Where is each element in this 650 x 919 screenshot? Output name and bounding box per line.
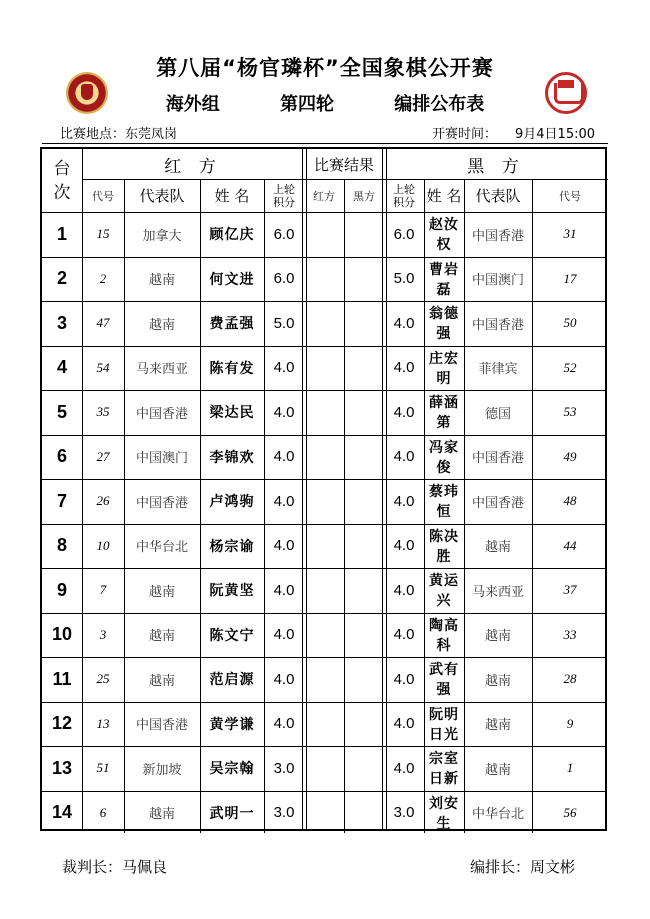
board-number: 8 [56, 535, 67, 556]
board-number: 14 [51, 802, 73, 823]
red-result-cell [304, 702, 344, 747]
black-player-name: 翁德强 [429, 306, 459, 343]
black-prev-score: 5.0 [393, 270, 415, 288]
chief-organizer: 编排长：周文彬 [470, 858, 576, 876]
black-team: 马来西亚 [471, 584, 524, 600]
red-team: 越南 [148, 273, 175, 289]
black-player-name: 武有强 [429, 662, 459, 699]
red-player-no: 7 [99, 582, 107, 598]
black-team: 越南 [484, 629, 511, 645]
red-player-no: 6 [99, 804, 107, 820]
red-prev-score: 4.0 [273, 537, 295, 555]
red-player-no: 25 [96, 671, 110, 687]
column-divider [532, 179, 533, 833]
red-side-header: 红 方 [164, 156, 222, 177]
column-divider [124, 179, 125, 833]
black-player-no: 44 [563, 537, 577, 553]
red-player-name: 李锦欢 [209, 449, 255, 466]
time-label: 开赛时间： [432, 127, 498, 142]
red-player-name: 梁达民 [209, 405, 255, 422]
black-prev-score: 4.0 [393, 581, 415, 599]
black-player-no: 28 [563, 671, 577, 687]
red-prev-score: 4.0 [273, 448, 295, 466]
red-player-no: 3 [99, 626, 107, 642]
board-number: 11 [52, 668, 72, 689]
red-result-cell [304, 301, 344, 346]
row-divider [42, 479, 605, 480]
row-divider [42, 568, 605, 569]
red-player-no: 15 [96, 226, 110, 242]
black-no-header: 代号 [559, 189, 581, 203]
row-divider [42, 702, 605, 703]
chief-arbiter: 裁判长：马佩良 [62, 858, 168, 876]
red-team: 中国香港 [135, 495, 188, 511]
black-player-no: 1 [566, 760, 574, 776]
red-result-cell [304, 212, 344, 257]
red-player-name: 陈有发 [209, 360, 255, 377]
black-player-name: 陶高科 [429, 617, 459, 654]
red-result-cell [304, 568, 344, 613]
red-team: 中国香港 [135, 406, 188, 422]
black-player-name: 曹岩磊 [429, 261, 459, 298]
red-prev-score: 4.0 [273, 670, 295, 688]
red-result-cell [304, 613, 344, 658]
group-label: 海外组 [165, 94, 220, 115]
black-player-no: 9 [566, 715, 574, 731]
black-result-cell [344, 346, 384, 391]
red-team: 中华台北 [135, 540, 188, 556]
red-player-no: 10 [96, 537, 110, 553]
board-number: 4 [56, 357, 67, 378]
black-prev-score: 4.0 [393, 359, 415, 377]
red-no-header: 代号 [92, 189, 114, 203]
red-result-cell [304, 479, 344, 524]
black-name-header: 姓 名 [426, 187, 462, 205]
board-number: 9 [56, 579, 67, 600]
black-prev-score: 6.0 [393, 225, 415, 243]
black-result-cell [344, 746, 384, 791]
black-player-no: 17 [563, 270, 577, 286]
red-prev-score: 6.0 [273, 225, 295, 243]
divider [42, 143, 608, 144]
board-number: 3 [56, 312, 67, 333]
red-team: 越南 [148, 673, 175, 689]
red-prev-score: 6.0 [273, 270, 295, 288]
red-prev-score: 4.0 [273, 403, 295, 421]
black-result-cell [344, 568, 384, 613]
red-result-cell [304, 435, 344, 480]
red-prev-score: 4.0 [273, 715, 295, 733]
black-team: 中华台北 [471, 807, 524, 823]
board-number: 2 [56, 268, 67, 289]
red-team: 越南 [148, 807, 175, 823]
red-prev-score-header: 上轮 积分 [273, 182, 295, 209]
red-prev-score: 3.0 [273, 759, 295, 777]
row-divider [42, 657, 605, 658]
red-player-name: 范启源 [209, 672, 255, 689]
red-player-no: 27 [96, 448, 110, 464]
red-player-name: 杨宗谕 [209, 538, 255, 555]
black-player-name: 冯家俊 [429, 439, 459, 476]
black-prev-score: 3.0 [393, 804, 415, 822]
black-team: 中国香港 [471, 317, 524, 333]
red-player-name: 卢鸿驹 [209, 494, 255, 511]
red-player-name: 武明一 [209, 805, 255, 822]
red-result-cell [304, 346, 344, 391]
black-player-no: 37 [563, 582, 577, 598]
board-number: 12 [51, 713, 73, 734]
board-number: 7 [56, 490, 67, 511]
red-result-cell [304, 746, 344, 791]
board-number: 13 [51, 757, 73, 778]
black-team: 越南 [484, 762, 511, 778]
row-divider [42, 524, 605, 525]
black-player-name: 薛涵第 [429, 395, 459, 432]
board-number: 1 [56, 223, 67, 244]
black-team: 德国 [484, 406, 511, 422]
red-name-header: 姓 名 [214, 187, 250, 205]
row-divider [42, 257, 605, 258]
red-prev-score: 4.0 [273, 626, 295, 644]
black-result-cell [344, 702, 384, 747]
black-team: 越南 [484, 540, 511, 556]
column-divider [302, 149, 307, 829]
black-side-header: 黑 方 [467, 156, 525, 177]
venue-value: 东莞凤岗 [125, 127, 178, 142]
venue-info [60, 123, 177, 142]
black-result-cell [344, 435, 384, 480]
red-team: 加拿大 [142, 228, 182, 244]
black-result-header: 黑方 [353, 189, 375, 203]
black-player-no: 53 [563, 404, 577, 420]
row-divider [42, 212, 605, 213]
black-result-cell [344, 791, 384, 836]
black-player-name: 赵汝权 [429, 217, 459, 254]
red-player-no: 54 [96, 359, 110, 375]
red-player-no: 35 [96, 404, 110, 420]
column-divider [344, 179, 345, 833]
black-player-no: 56 [563, 804, 577, 820]
column-divider [82, 149, 83, 829]
black-player-name: 庄宏明 [429, 350, 459, 387]
red-player-no: 51 [96, 760, 110, 776]
red-player-no: 47 [96, 315, 110, 331]
red-player-no: 13 [96, 715, 110, 731]
yang-guanlin-cup-logo-icon [545, 72, 587, 114]
black-player-name: 黄运兴 [429, 573, 459, 610]
column-divider [382, 149, 387, 829]
red-team: 马来西亚 [135, 362, 188, 378]
column-divider [424, 179, 425, 833]
black-team: 越南 [484, 718, 511, 734]
black-player-name: 阮明日光 [429, 706, 459, 743]
black-team: 越南 [484, 673, 511, 689]
black-prev-score-header: 上轮 积分 [393, 182, 415, 209]
doc-type-label: 编排公布表 [394, 94, 485, 115]
red-team-header: 代表队 [139, 187, 185, 205]
black-prev-score: 4.0 [393, 403, 415, 421]
black-team: 中国澳门 [471, 273, 524, 289]
red-team: 中国澳门 [135, 451, 188, 467]
black-team: 中国香港 [471, 451, 524, 467]
time-value: 9月4日15:00 [515, 127, 596, 142]
black-prev-score: 4.0 [393, 314, 415, 332]
black-result-cell [344, 524, 384, 569]
red-player-no: 26 [96, 493, 110, 509]
red-team: 越南 [148, 629, 175, 645]
row-divider [42, 390, 605, 391]
black-result-cell [344, 613, 384, 658]
black-result-cell [344, 657, 384, 702]
black-team: 中国香港 [471, 228, 524, 244]
red-prev-score: 3.0 [273, 804, 295, 822]
row-divider [42, 301, 605, 302]
red-prev-score: 4.0 [273, 359, 295, 377]
black-player-no: 33 [563, 626, 577, 642]
red-player-name: 陈文宁 [209, 627, 255, 644]
black-player-no: 50 [563, 315, 577, 331]
header-divider [82, 179, 608, 180]
black-prev-score: 4.0 [393, 492, 415, 510]
board-number: 5 [56, 401, 67, 422]
start-time-info [432, 123, 595, 142]
black-team: 菲律宾 [478, 362, 518, 378]
red-result-cell [304, 791, 344, 836]
red-result-cell [304, 257, 344, 302]
row-divider [42, 346, 605, 347]
black-player-no: 31 [563, 226, 577, 242]
column-divider [264, 179, 265, 833]
black-player-name: 刘安生 [429, 795, 459, 832]
black-prev-score: 4.0 [393, 448, 415, 466]
board-number: 6 [56, 446, 67, 467]
result-header: 比赛结果 [313, 155, 374, 174]
row-divider [42, 791, 605, 792]
association-emblem-icon [66, 72, 108, 114]
red-player-name: 吴宗翰 [209, 761, 255, 778]
page-title: 第八届“杨官璘杯”全国象棋公开赛 [156, 56, 494, 80]
red-player-name: 顾亿庆 [209, 227, 255, 244]
red-team: 中国香港 [135, 718, 188, 734]
board-number: 10 [51, 624, 73, 645]
black-player-no: 48 [563, 493, 577, 509]
red-team: 新加坡 [142, 762, 182, 778]
board-header: 台 次 [53, 158, 71, 203]
red-player-no: 2 [99, 270, 107, 286]
column-divider [464, 179, 465, 833]
venue-label: 比赛地点： [60, 127, 126, 142]
black-team-header: 代表队 [475, 187, 521, 205]
black-prev-score: 4.0 [393, 715, 415, 733]
black-result-cell [344, 212, 384, 257]
red-player-name: 阮黄坚 [209, 583, 255, 600]
black-result-cell [344, 301, 384, 346]
black-result-cell [344, 479, 384, 524]
pairing-table [40, 147, 607, 831]
black-player-name: 陈决胜 [429, 528, 459, 565]
red-player-name: 何文进 [209, 271, 255, 288]
red-prev-score: 4.0 [273, 492, 295, 510]
black-prev-score: 4.0 [393, 759, 415, 777]
red-player-name: 费孟强 [209, 316, 255, 333]
row-divider [42, 435, 605, 436]
black-result-cell [344, 390, 384, 435]
red-result-cell [304, 524, 344, 569]
red-prev-score: 4.0 [273, 581, 295, 599]
red-prev-score: 5.0 [273, 314, 295, 332]
column-divider [200, 179, 201, 833]
red-team: 越南 [148, 584, 175, 600]
row-divider [42, 613, 605, 614]
black-team: 中国香港 [471, 495, 524, 511]
red-result-header: 红方 [313, 189, 335, 203]
black-result-cell [344, 257, 384, 302]
red-result-cell [304, 657, 344, 702]
red-player-name: 黄学谦 [209, 716, 255, 733]
black-player-no: 52 [563, 359, 577, 375]
round-label: 第四轮 [280, 94, 334, 115]
black-prev-score: 4.0 [393, 626, 415, 644]
red-result-cell [304, 390, 344, 435]
black-player-name: 宗室日新 [429, 751, 459, 788]
black-player-no: 49 [563, 448, 577, 464]
row-divider [42, 746, 605, 747]
red-team: 越南 [148, 317, 175, 333]
black-player-name: 蔡玮恒 [429, 484, 459, 521]
black-prev-score: 4.0 [393, 537, 415, 555]
black-prev-score: 4.0 [393, 670, 415, 688]
